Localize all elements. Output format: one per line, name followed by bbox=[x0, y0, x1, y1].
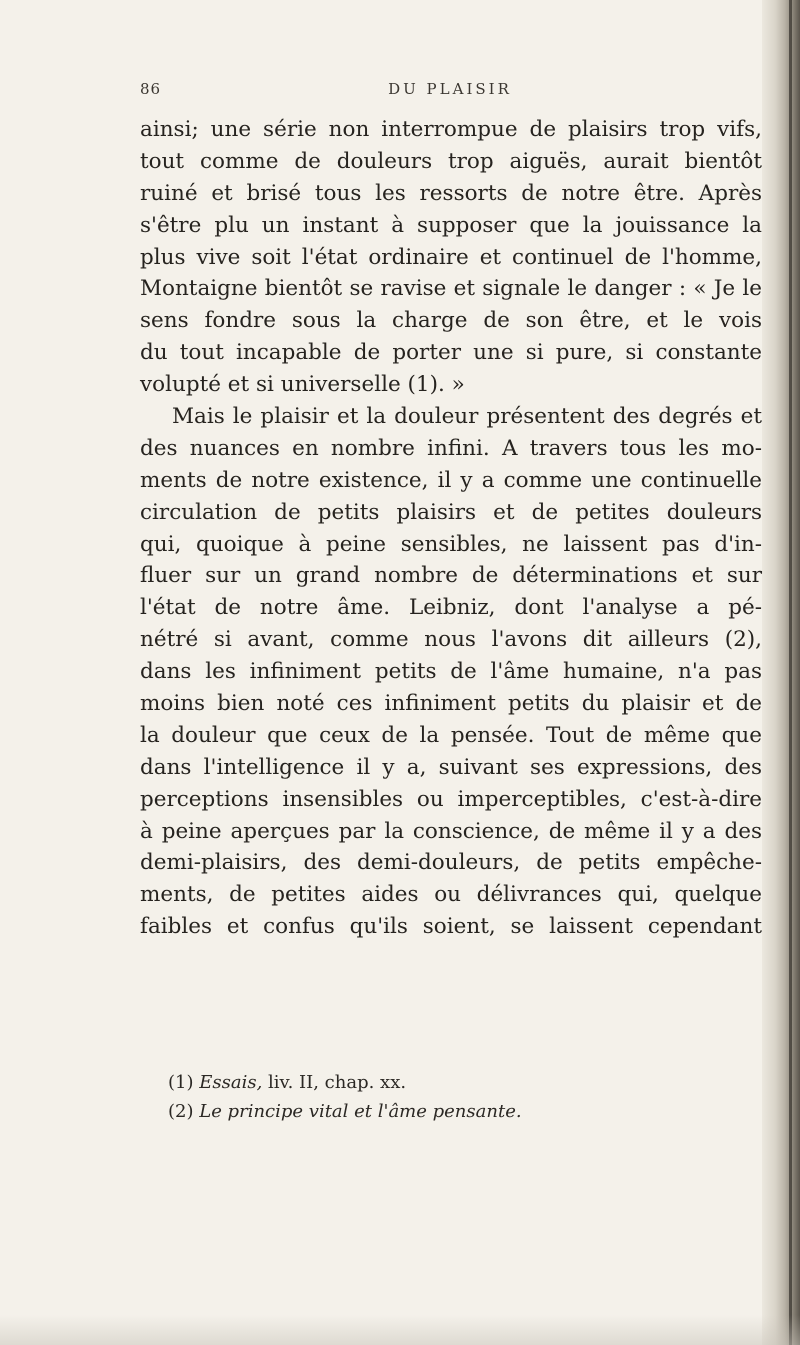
page-number: 86 bbox=[140, 80, 162, 98]
text-line: moins bien noté ces infiniment petits du plaisir et de bbox=[140, 691, 762, 717]
text-line: circulation de petits plaisirs et de petites douleurs bbox=[140, 499, 762, 525]
footnote-1 bbox=[168, 1068, 728, 1097]
text-line: Mais le plaisir et la douleur présentent des degrés et bbox=[172, 404, 762, 430]
text-line: la douleur que ceux de la pensée. Tout de même que bbox=[140, 722, 762, 748]
footnote-title: Le principe vital et l'âme pensante. bbox=[199, 1101, 522, 1122]
footnote-marker: (2) bbox=[168, 1101, 194, 1122]
page-edge bbox=[762, 0, 800, 1345]
text-line: tout comme de douleurs trop aiguës, aurait bientôt bbox=[140, 148, 762, 174]
footnote-2 bbox=[168, 1097, 728, 1126]
text-line: dans l'intelligence il y a, suivant ses expressions, des bbox=[140, 754, 762, 780]
text-line: dans les infiniment petits de l'âme humaine, n'a pas bbox=[140, 659, 762, 685]
page-edge-line bbox=[789, 0, 792, 1345]
text-line: Montaigne bientôt se ravise et signale le danger : « Je le bbox=[140, 276, 762, 302]
text-line: demi-plaisirs, des demi-douleurs, de petits empêche- bbox=[140, 850, 762, 876]
page-header bbox=[140, 80, 760, 104]
text-line: fluer sur un grand nombre de déterminations et sur bbox=[140, 563, 762, 589]
text-line: à peine aperçues par la conscience, de même il y a des bbox=[140, 818, 762, 844]
text-line: l'état de notre âme. Leibniz, dont l'analyse a pé- bbox=[140, 595, 762, 621]
footnote-text: liv. II, chap. xx. bbox=[268, 1072, 407, 1093]
footnote-marker: (1) bbox=[168, 1072, 194, 1093]
text-line: qui, quoique à peine sensibles, ne laissent pas d'in- bbox=[140, 531, 762, 557]
text-line: sens fondre sous la charge de son être, et le vois bbox=[140, 308, 762, 334]
footnotes bbox=[168, 1068, 728, 1126]
footnote-title: Essais, bbox=[199, 1072, 263, 1093]
text-line: nétré si avant, comme nous l'avons dit ailleurs (2), bbox=[140, 627, 762, 653]
text-line: ments de notre existence, il y a comme une continuelle bbox=[140, 467, 762, 493]
text-line: volupté et si universelle (1). » bbox=[140, 372, 465, 398]
text-line: des nuances en nombre infini. A travers tous les mo- bbox=[140, 435, 762, 461]
body-text bbox=[140, 114, 762, 943]
text-line: s'être plu un instant à supposer que la jouissance la bbox=[140, 212, 762, 238]
text-line: ruiné et brisé tous les ressorts de notre être. Après bbox=[140, 180, 762, 206]
text-line: du tout incapable de porter une si pure, si constante bbox=[140, 340, 762, 366]
bottom-shadow bbox=[0, 1315, 800, 1345]
text-line: faibles et confus qu'ils soient, se laissent cependant bbox=[140, 914, 762, 940]
text-line: ments, de petites aides ou délivrances qui, quelque bbox=[140, 882, 762, 908]
running-title: DU PLAISIR bbox=[388, 80, 512, 98]
text-line: ainsi; une série non interrompue de plaisirs trop vifs, bbox=[140, 117, 762, 142]
text-line: plus vive soit l'état ordinaire et continuel de l'homme, bbox=[140, 244, 762, 270]
text-line: perceptions insensibles ou imperceptibles, c'est-à-dire bbox=[140, 786, 762, 812]
